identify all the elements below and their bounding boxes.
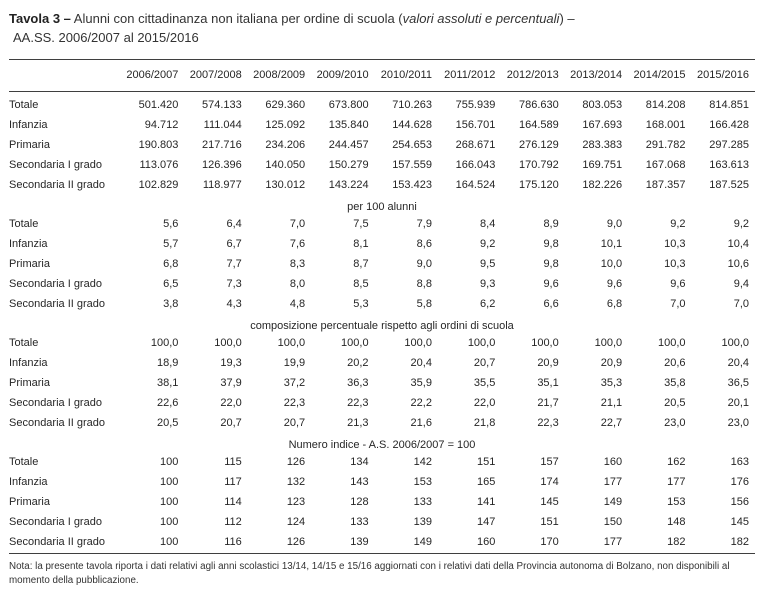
page-title: [9, 9, 755, 47]
value-cell: 133: [350, 516, 369, 528]
year-header-cell: 2007/2008: [184, 60, 247, 92]
value-cell: 710.263: [392, 99, 432, 111]
row-label: Totale: [9, 337, 39, 349]
value-cell: 8,6: [416, 238, 432, 250]
value-cell: 112: [224, 516, 242, 528]
table-row: [9, 295, 755, 315]
value-cell: 100: [160, 496, 179, 508]
year-header-cell: 2013/2014: [565, 60, 628, 92]
value-cell: 130.012: [265, 179, 306, 191]
value-cell: 156.701: [455, 119, 496, 131]
value-cell: 4,8: [289, 298, 306, 310]
value-cell: 5,7: [163, 238, 179, 250]
value-cell: 123: [286, 496, 306, 508]
table-row: [9, 414, 755, 434]
table-row: [9, 136, 755, 156]
row-label: Primaria: [9, 258, 50, 270]
table-row: [9, 493, 755, 513]
year-header-row: [9, 60, 755, 92]
row-label: Totale: [9, 218, 39, 230]
value-cell: 8,3: [289, 258, 306, 270]
value-cell: 100,0: [594, 337, 623, 349]
value-cell: 132: [286, 476, 306, 488]
value-cell: 22,0: [473, 397, 496, 409]
value-cell: 117: [224, 476, 242, 488]
value-cell: 7,7: [226, 258, 242, 270]
value-cell: 20,5: [156, 417, 179, 429]
value-cell: 182: [667, 536, 686, 548]
value-cell: 145: [730, 516, 749, 528]
value-cell: 8,1: [353, 238, 369, 250]
value-cell: 7,5: [353, 218, 369, 230]
value-cell: 673.800: [328, 99, 369, 111]
year-header-cell: 2012/2013: [501, 60, 564, 92]
value-cell: 134: [350, 456, 369, 468]
row-label: Primaria: [9, 139, 50, 151]
value-cell: 7,0: [733, 298, 749, 310]
row-label: Secondaria I grado: [9, 397, 102, 409]
value-cell: 170: [540, 536, 559, 548]
value-cell: 20,4: [410, 357, 432, 369]
value-cell: 20,7: [283, 417, 306, 429]
value-cell: 150: [603, 516, 623, 528]
value-cell: 254.653: [392, 139, 432, 151]
value-cell: 100: [160, 476, 179, 488]
value-cell: 20,1: [727, 397, 749, 409]
value-cell: 126: [286, 456, 306, 468]
value-cell: 10,1: [600, 238, 623, 250]
value-cell: 177: [603, 476, 623, 488]
table-row: [9, 255, 755, 275]
value-cell: 135.840: [328, 119, 369, 131]
value-cell: 6,4: [226, 218, 242, 230]
value-cell: 100,0: [404, 337, 432, 349]
value-cell: 20,7: [220, 417, 242, 429]
table-row: [9, 334, 755, 354]
table-row: [9, 354, 755, 374]
value-cell: 187.525: [709, 179, 749, 191]
value-cell: 755.939: [455, 99, 496, 111]
table-row: [9, 92, 755, 116]
value-cell: 814.208: [645, 99, 686, 111]
value-cell: 21,6: [410, 417, 432, 429]
year-header-cell: 2008/2009: [248, 60, 311, 92]
value-cell: 113.076: [139, 159, 179, 171]
value-cell: 35,3: [600, 377, 623, 389]
value-cell: 9,2: [733, 218, 749, 230]
value-cell: 100,0: [721, 337, 749, 349]
value-cell: 36,5: [727, 377, 749, 389]
value-cell: 160: [603, 456, 623, 468]
value-cell: 160: [476, 536, 496, 548]
value-cell: 164.589: [518, 119, 559, 131]
value-cell: 100,0: [341, 337, 369, 349]
year-header-cell: 2015/2016: [692, 60, 755, 92]
table-row: [9, 453, 755, 473]
value-cell: 100,0: [277, 337, 306, 349]
title-table-number: Tavola 3 –: [9, 11, 71, 26]
value-cell: 574.133: [202, 99, 242, 111]
value-cell: 167.693: [582, 119, 623, 131]
value-cell: 10,4: [727, 238, 749, 250]
year-header-cell: 2006/2007: [121, 60, 184, 92]
value-cell: 163.613: [709, 159, 749, 171]
value-cell: 8,7: [353, 258, 369, 270]
table-row: [9, 215, 755, 235]
value-cell: 20,7: [473, 357, 496, 369]
table-row: [9, 156, 755, 176]
value-cell: 22,2: [410, 397, 432, 409]
value-cell: 10,3: [664, 238, 686, 250]
value-cell: 35,1: [537, 377, 559, 389]
value-cell: 10,6: [727, 258, 749, 270]
row-label: Infanzia: [9, 119, 48, 131]
value-cell: 157: [540, 456, 559, 468]
value-cell: 35,9: [410, 377, 432, 389]
row-label: Secondaria II grado: [9, 179, 106, 191]
table-row: [9, 473, 755, 493]
value-cell: 177: [667, 476, 686, 488]
section-header-row: [9, 196, 755, 215]
value-cell: 9,0: [606, 218, 623, 230]
value-cell: 128: [350, 496, 369, 508]
corner-cell: [9, 60, 121, 92]
value-cell: 182.226: [582, 179, 623, 191]
table-head: [9, 60, 755, 92]
value-cell: 291.782: [645, 139, 686, 151]
title-suffix-text: ) –: [559, 11, 575, 26]
row-label: Secondaria II grado: [9, 298, 106, 310]
value-cell: 35,5: [473, 377, 496, 389]
value-cell: 7,3: [226, 278, 242, 290]
value-cell: 176: [730, 476, 749, 488]
value-cell: 21,8: [473, 417, 496, 429]
value-cell: 22,3: [537, 417, 559, 429]
row-label: Totale: [9, 456, 39, 468]
value-cell: 166.043: [455, 159, 496, 171]
value-cell: 4,3: [226, 298, 242, 310]
value-cell: 100: [160, 456, 179, 468]
value-cell: 177: [603, 536, 623, 548]
value-cell: 23,0: [664, 417, 686, 429]
value-cell: 20,4: [727, 357, 749, 369]
value-cell: 100,0: [150, 337, 179, 349]
value-cell: 116: [224, 536, 242, 548]
value-cell: 6,8: [163, 258, 179, 270]
value-cell: 8,0: [289, 278, 306, 290]
value-cell: 37,2: [283, 377, 306, 389]
value-cell: 22,3: [283, 397, 306, 409]
value-cell: 9,0: [416, 258, 432, 270]
value-cell: 20,2: [347, 357, 369, 369]
row-label: Secondaria II grado: [9, 417, 106, 429]
value-cell: 297.285: [709, 139, 749, 151]
value-cell: 6,2: [480, 298, 496, 310]
value-cell: 140.050: [265, 159, 306, 171]
value-cell: 22,0: [220, 397, 242, 409]
value-cell: 19,3: [220, 357, 242, 369]
value-cell: 143: [350, 476, 369, 488]
value-cell: 7,9: [416, 218, 432, 230]
value-cell: 629.360: [265, 99, 306, 111]
row-label: Primaria: [9, 377, 50, 389]
row-label: Infanzia: [9, 476, 48, 488]
row-label: Secondaria I grado: [9, 278, 102, 290]
section-header-label: composizione percentuale rispetto agli ordini di scuola: [250, 319, 514, 332]
value-cell: 100,0: [214, 337, 242, 349]
value-cell: 10,3: [664, 258, 686, 270]
value-cell: 118.977: [202, 179, 242, 191]
value-cell: 100,0: [657, 337, 686, 349]
row-label: Totale: [9, 99, 39, 111]
value-cell: 162: [667, 456, 686, 468]
value-cell: 100,0: [531, 337, 559, 349]
value-cell: 8,4: [480, 218, 496, 230]
value-cell: 9,8: [543, 238, 559, 250]
value-cell: 10,0: [600, 258, 623, 270]
value-cell: 143.224: [328, 179, 369, 191]
value-cell: 7,0: [670, 298, 686, 310]
row-label: Primaria: [9, 496, 50, 508]
row-label: Secondaria I grado: [9, 516, 102, 528]
value-cell: 190.803: [138, 139, 179, 151]
year-header-cell: 2011/2012: [438, 60, 501, 92]
year-header-cell: 2010/2011: [375, 60, 438, 92]
value-cell: 100,0: [467, 337, 496, 349]
data-table: [9, 59, 755, 554]
footnote: Nota: la presente tavola riporta i dati relativi agli anni scolastici 13/14, 14/15 e 15/16 aggiornati con i relativi dati della Provincia autonoma di Bolzano, non disponibili al momento della pubblicazione.: [9, 560, 730, 586]
value-cell: 168.001: [645, 119, 686, 131]
value-cell: 7,0: [289, 218, 306, 230]
value-cell: 9,8: [543, 258, 559, 270]
table-body: [9, 92, 755, 554]
value-cell: 5,6: [163, 218, 179, 230]
value-cell: 35,8: [664, 377, 686, 389]
title-line-1: [9, 9, 755, 28]
value-cell: 19,9: [283, 357, 306, 369]
table-row: [9, 275, 755, 295]
value-cell: 38,1: [156, 377, 179, 389]
value-cell: 5,3: [353, 298, 369, 310]
value-cell: 149: [603, 496, 623, 508]
value-cell: 9,6: [543, 278, 559, 290]
value-cell: 9,2: [480, 238, 496, 250]
value-cell: 8,8: [416, 278, 432, 290]
value-cell: 18,9: [156, 357, 179, 369]
value-cell: 9,6: [670, 278, 686, 290]
value-cell: 100: [160, 536, 179, 548]
value-cell: 6,7: [226, 238, 242, 250]
value-cell: 234.206: [265, 139, 306, 151]
value-cell: 115: [224, 456, 242, 468]
value-cell: 786.630: [518, 99, 559, 111]
value-cell: 6,5: [163, 278, 179, 290]
value-cell: 20,6: [664, 357, 686, 369]
value-cell: 22,6: [156, 397, 179, 409]
table-row: [9, 513, 755, 533]
value-cell: 283.383: [582, 139, 623, 151]
section-header-label: Numero indice - A.S. 2006/2007 = 100: [288, 438, 476, 451]
row-label: Infanzia: [9, 238, 48, 250]
table-row: [9, 176, 755, 196]
value-cell: 5,8: [416, 298, 432, 310]
value-cell: 8,5: [353, 278, 369, 290]
value-cell: 22,3: [347, 397, 369, 409]
value-cell: 21,7: [537, 397, 559, 409]
value-cell: 174: [540, 476, 559, 488]
row-label: Secondaria II grado: [9, 536, 106, 548]
value-cell: 148: [667, 516, 686, 528]
value-cell: 6,8: [606, 298, 623, 310]
value-cell: 276.129: [518, 139, 559, 151]
value-cell: 125.092: [265, 119, 306, 131]
value-cell: 217.716: [202, 139, 242, 151]
value-cell: 114: [224, 496, 242, 508]
value-cell: 133: [413, 496, 432, 508]
value-cell: 153: [413, 476, 432, 488]
table-row: [9, 235, 755, 255]
value-cell: 8,9: [543, 218, 559, 230]
value-cell: 164.524: [455, 179, 496, 191]
value-cell: 21,3: [347, 417, 369, 429]
value-cell: 150.279: [328, 159, 369, 171]
value-cell: 37,9: [220, 377, 242, 389]
value-cell: 167.068: [645, 159, 686, 171]
value-cell: 803.053: [582, 99, 623, 111]
value-cell: 142: [413, 456, 432, 468]
value-cell: 145: [540, 496, 559, 508]
value-cell: 151: [540, 516, 559, 528]
value-cell: 126.396: [202, 159, 242, 171]
value-cell: 100: [160, 516, 179, 528]
value-cell: 23,0: [727, 417, 749, 429]
value-cell: 156: [730, 496, 749, 508]
value-cell: 102.829: [138, 179, 179, 191]
value-cell: 157.559: [392, 159, 432, 171]
value-cell: 244.457: [328, 139, 369, 151]
value-cell: 163: [730, 456, 749, 468]
table-row: [9, 394, 755, 414]
value-cell: 20,9: [600, 357, 623, 369]
value-cell: 36,3: [347, 377, 369, 389]
value-cell: 153.423: [392, 179, 432, 191]
value-cell: 20,9: [537, 357, 559, 369]
value-cell: 187.357: [645, 179, 686, 191]
value-cell: 126: [286, 536, 306, 548]
value-cell: 149: [413, 536, 432, 548]
value-cell: 151: [476, 456, 496, 468]
value-cell: 139: [350, 536, 369, 548]
section-header-row: [9, 434, 755, 453]
value-cell: 144.628: [392, 119, 432, 131]
value-cell: 20,5: [664, 397, 686, 409]
value-cell: 182: [730, 536, 749, 548]
value-cell: 7,6: [289, 238, 306, 250]
value-cell: 814.851: [709, 99, 749, 111]
value-cell: 165: [476, 476, 496, 488]
year-header-cell: 2009/2010: [311, 60, 374, 92]
value-cell: 9,2: [670, 218, 686, 230]
value-cell: 141: [476, 496, 496, 508]
value-cell: 9,5: [480, 258, 496, 270]
value-cell: 166.428: [709, 119, 749, 131]
value-cell: 175.120: [518, 179, 559, 191]
value-cell: 22,7: [600, 417, 623, 429]
value-cell: 170.792: [518, 159, 559, 171]
value-cell: 153: [667, 496, 686, 508]
table-row: [9, 374, 755, 394]
value-cell: 501.420: [138, 99, 179, 111]
row-label: Infanzia: [9, 357, 48, 369]
value-cell: 3,8: [163, 298, 179, 310]
value-cell: 21,1: [600, 397, 623, 409]
title-italic-text: valori assoluti e percentuali: [402, 11, 560, 26]
value-cell: 169.751: [582, 159, 623, 171]
value-cell: 268.671: [455, 139, 496, 151]
title-main-text: Alunni con cittadinanza non italiana per ordine di scuola (: [70, 11, 403, 26]
section-header-label: per 100 alunni: [347, 200, 417, 213]
value-cell: 9,4: [733, 278, 749, 290]
table-row: [9, 116, 755, 136]
value-cell: 147: [476, 516, 496, 528]
value-cell: 124: [286, 516, 306, 528]
year-header-cell: 2014/2015: [628, 60, 691, 92]
row-label: Secondaria I grado: [9, 159, 102, 171]
value-cell: 9,3: [480, 278, 496, 290]
value-cell: 111.044: [203, 119, 242, 131]
table-row: [9, 533, 755, 554]
value-cell: 139: [413, 516, 432, 528]
value-cell: 6,6: [543, 298, 559, 310]
section-header-row: [9, 315, 755, 334]
value-cell: 94.712: [144, 119, 179, 131]
title-line-2: AA.SS. 2006/2007 al 2015/2016: [13, 30, 199, 45]
value-cell: 9,6: [606, 278, 623, 290]
